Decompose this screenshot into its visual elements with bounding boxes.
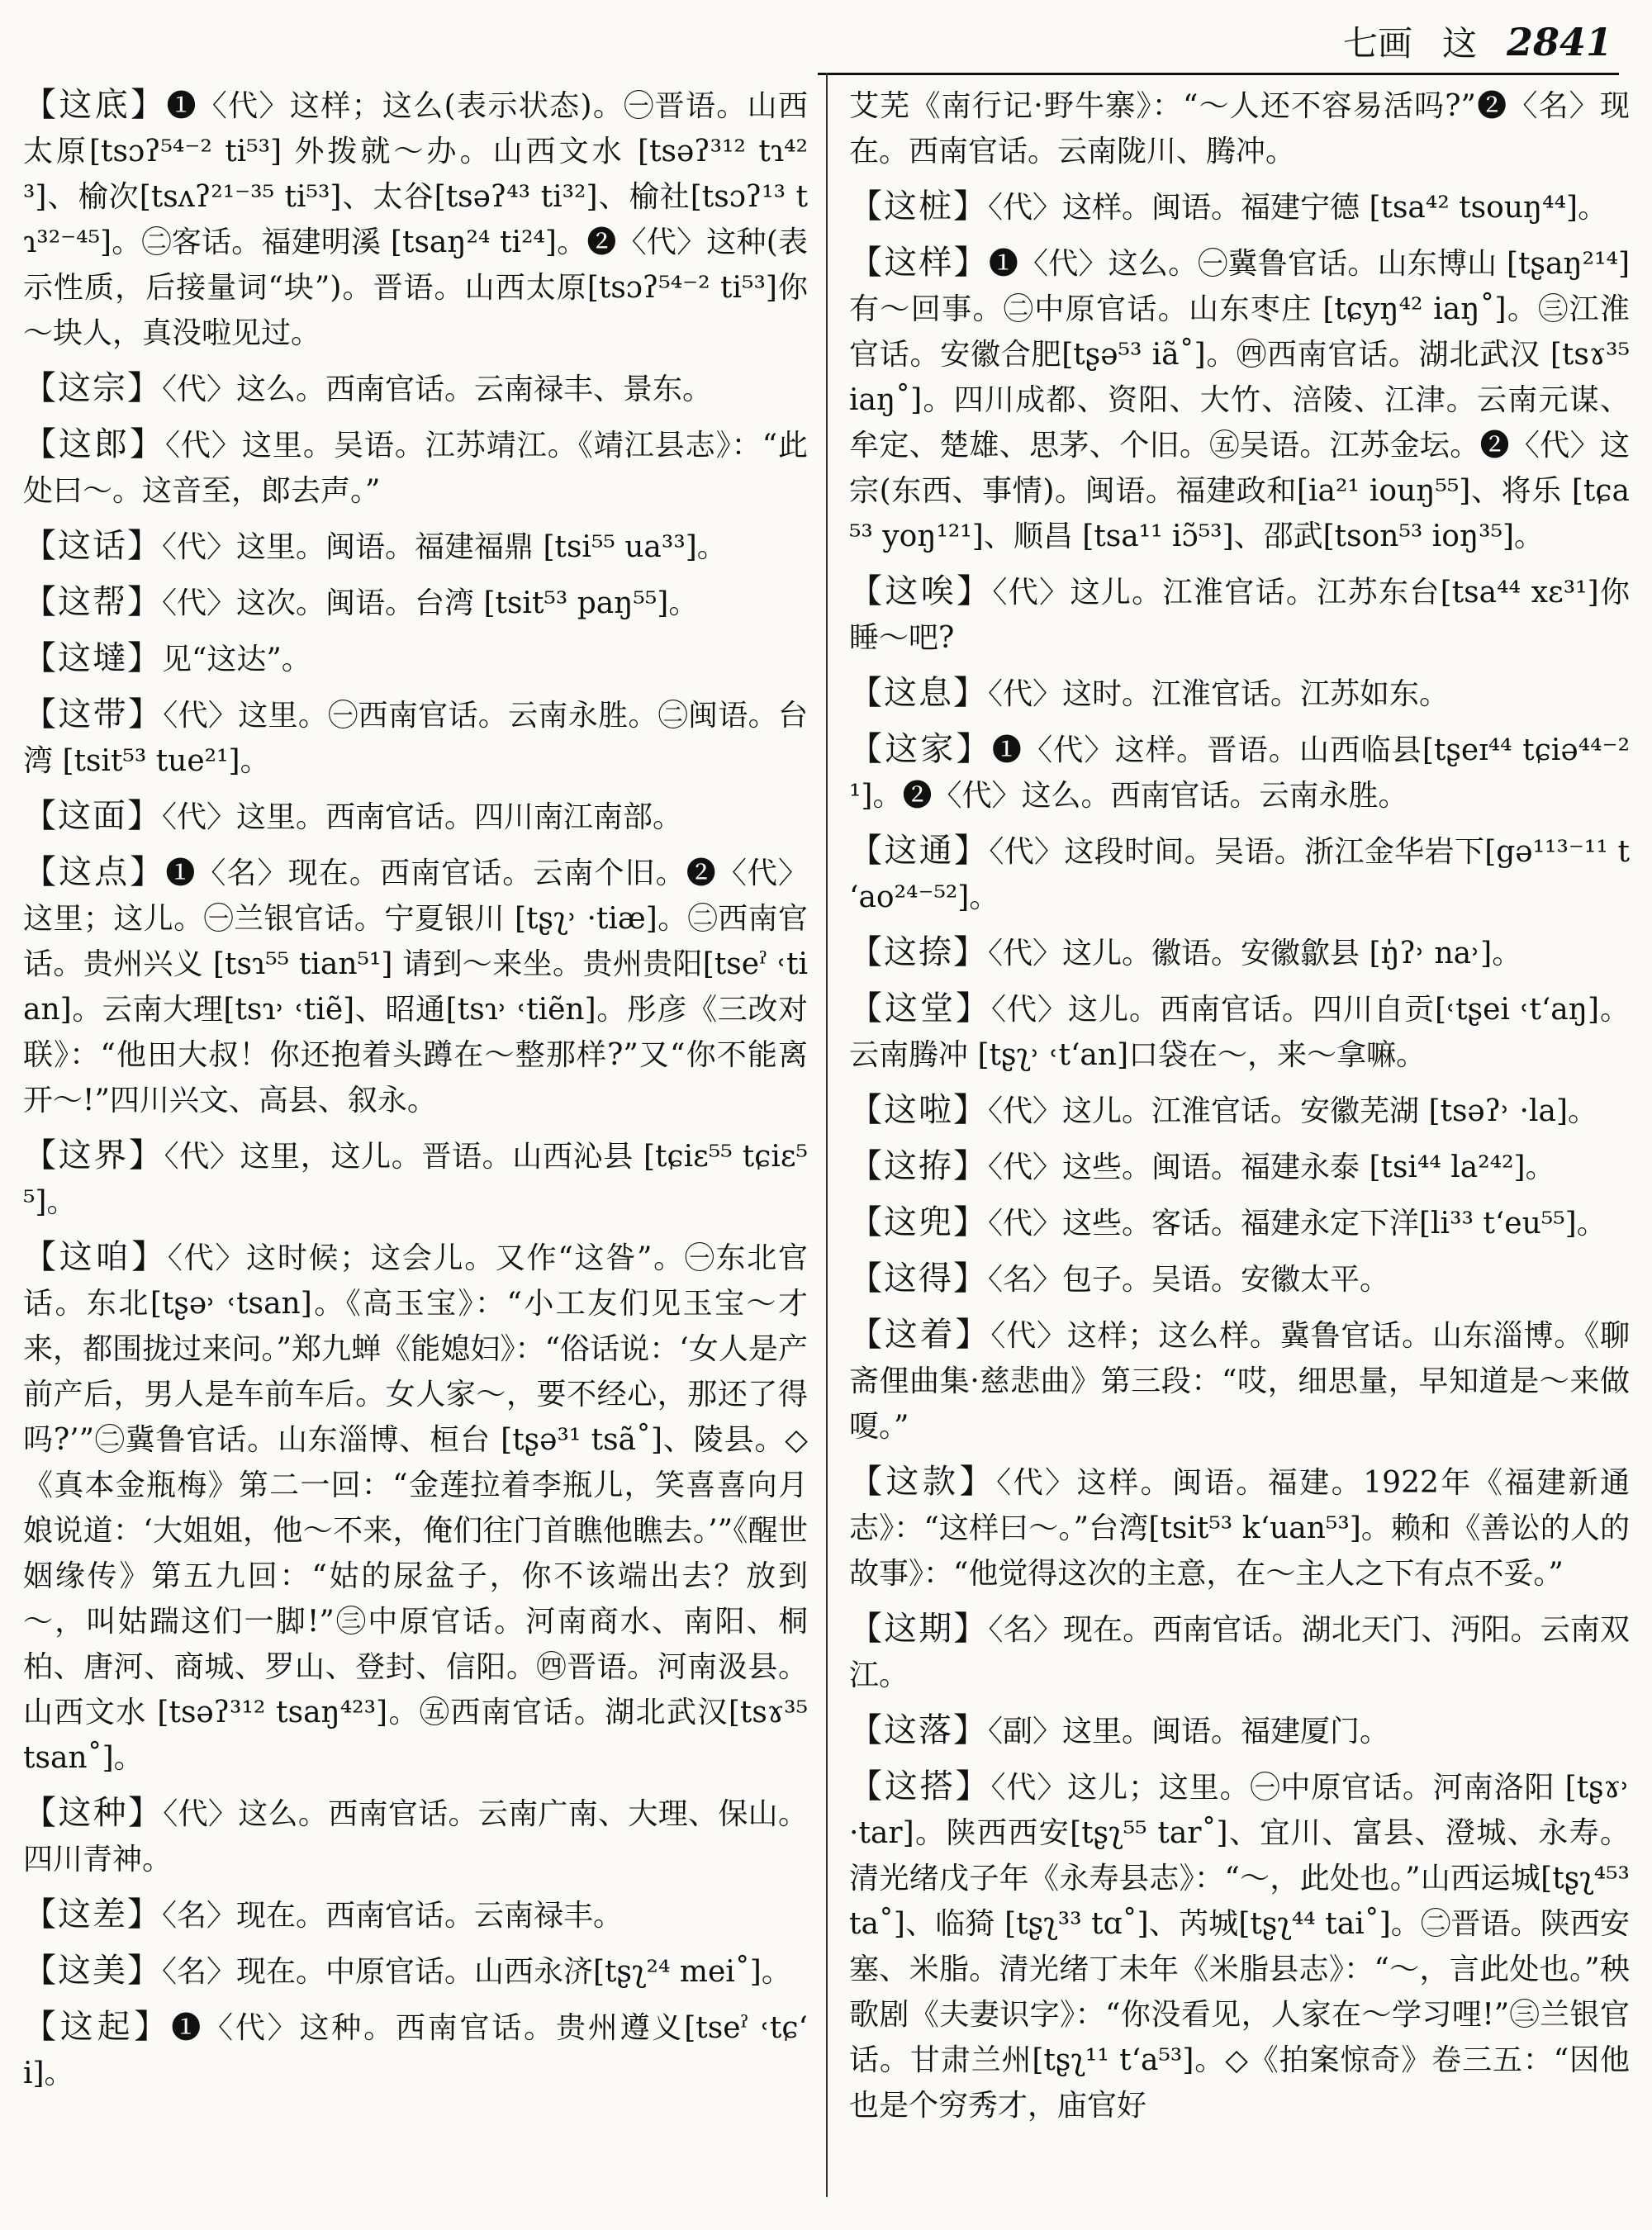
left-column <box>23 83 808 2205</box>
entry-headword: 【这家】 <box>849 730 992 768</box>
dictionary-entry <box>849 1459 1630 1597</box>
entry-headword: 【这郎】 <box>23 425 165 463</box>
entry-definition: 〈代〉这儿。徽语。安徽歙县 [ŋ̍ʔ˒ na˒]。 <box>988 937 1522 970</box>
entry-definition: 〈名〉现在。西南官话。云南禄丰。 <box>162 1899 624 1933</box>
dictionary-entry <box>23 794 808 840</box>
entry-headword: 【这兜】 <box>849 1203 988 1241</box>
entry-headword: 【这话】 <box>23 527 162 565</box>
dictionary-entry <box>23 83 808 356</box>
dictionary-entry <box>849 1144 1630 1190</box>
dictionary-entry <box>23 636 808 682</box>
dictionary-entry <box>23 366 808 412</box>
dictionary-entry <box>849 986 1630 1078</box>
entry-definition: ❶〈名〉现在。西南官话。云南个旧。❷〈代〉这里；这儿。㊀兰银官话。宁夏银川 [tʂʅ˒ ·tiæ]。㊁西南官话。贵州兴义 [tsɿ⁵⁵ tian⁵¹] 请到～来坐。贵州贵阳[tseˀ ˓tian]。云南大理[tsɿ˒ ˓tiẽ]、昭通[tsɿ˒ ˓tiẽn]。彤彦《三改对联》：“他田大叔！你还抱着头蹲在～整那样?”又“你不能离开～!”四川兴文、高县、叙永。 <box>23 856 808 1117</box>
entry-headword: 【这点】 <box>23 853 166 891</box>
entry-definition: 〈代〉这儿。西南官话。四川自贡[˓tʂei ˓tʻaŋ]。云南腾冲 [tʂʅ˒ ˓tʻan]口袋在～，来～拿嘛。 <box>849 993 1630 1072</box>
entry-headword: 【这带】 <box>23 695 164 733</box>
entry-definition: 〈代〉这儿。江淮官话。安徽芜湖 [tsəʔ˒ ·la]。 <box>988 1094 1598 1128</box>
entry-definition: 〈代〉这里。西南官话。四川南江南部。 <box>162 800 683 834</box>
entry-headword: 【这界】 <box>23 1136 164 1174</box>
entry-definition: 〈代〉这里。㊀西南官话。云南永胜。㊁闽语。台湾 [tsit⁵³ tue²¹]。 <box>23 699 808 778</box>
dictionary-entry <box>23 1791 808 1882</box>
entry-definition: ❶〈代〉这样。晋语。山西临县[tʂeɪ⁴⁴ tɕiə⁴⁴⁻²¹]。❷〈代〉这么。西南官话。云南永胜。 <box>849 733 1630 813</box>
dictionary-entry <box>849 1200 1630 1246</box>
dictionary-entry <box>23 692 808 784</box>
entry-definition: 〈代〉这样；这么样。冀鲁官话。山东淄博。《聊斋俚曲集·慈悲曲》第三段：“哎，细思量，早知道是～来做嗄。” <box>849 1319 1630 1444</box>
entry-definition: 〈名〉包子。吴语。安徽太平。 <box>988 1263 1390 1297</box>
entry-headword: 【这唉】 <box>849 572 993 610</box>
entry-definition: 〈代〉这儿。江淮官话。江苏东台[tsa⁴⁴ xɛ³¹]你睡～吧? <box>849 576 1630 655</box>
entry-headword: 【这得】 <box>849 1260 988 1298</box>
dictionary-entry <box>849 184 1630 230</box>
dictionary-entry <box>849 727 1630 818</box>
dictionary-entry <box>23 1948 808 1995</box>
entry-headword: 【这起】 <box>23 2008 172 2046</box>
dictionary-entry <box>23 2005 808 2096</box>
entry-definition: 〈代〉这时。江淮官话。江苏如东。 <box>988 677 1450 711</box>
dictionary-entry <box>23 1235 808 1781</box>
column-divider <box>826 73 828 2197</box>
page-number: 2841 <box>1506 20 1612 64</box>
dictionary-entry <box>849 1606 1630 1698</box>
entry-headword: 【这拵】 <box>849 1147 988 1185</box>
dictionary-entry <box>849 1764 1630 2128</box>
entry-headword: 【这啦】 <box>849 1091 988 1129</box>
entry-headword: 【这搭】 <box>849 1767 991 1805</box>
dictionary-entry <box>849 671 1630 717</box>
entry-definition: 〈代〉这么。西南官话。云南禄丰、景东。 <box>162 372 713 406</box>
dictionary-entry <box>849 1256 1630 1302</box>
entry-headword: 【这堂】 <box>849 989 992 1027</box>
entry-headword: 【这帮】 <box>23 583 162 621</box>
dictionary-entry <box>23 524 808 570</box>
entry-headword: 【这着】 <box>849 1316 991 1354</box>
dictionary-entry <box>849 828 1630 920</box>
entry-headword: 【这面】 <box>23 797 162 835</box>
entry-definition: 〈名〉现在。西南官话。湖北天门、沔阳。云南双江。 <box>849 1613 1630 1692</box>
entry-definition: 〈代〉这次。闽语。台湾 [tsit⁵³ paŋ⁵⁵]。 <box>162 586 699 620</box>
dictionary-entry <box>23 580 808 626</box>
right-column <box>849 83 1630 2205</box>
entry-definition: 〈代〉这儿；这里。㊀中原官话。河南洛阳 [tʂɤ˒ ·tar]。陕西西安[tʂʅ⁵⁵ tar˚]、宜川、富县、澄城、永寿。清光绪戊子年《永寿县志》：“～，此处也。”山西运城[tʂʅ⁴⁵³ ta˚]、临猗 [tʂʅ³³ tɑ˚]、芮城[tʂʅ⁴⁴ tai˚]。㊁晋语。陕西安塞、米脂。清光绪丁未年《米脂县志》：“～，言此处也。”秧歌剧《夫妻识字》：“你没看见，人家在～学习哩!”㊂兰银官话。甘肃兰州[tʂʅ¹¹ tʻa⁵³]。◇《拍案惊奇》卷三五：“因他也是个穷秀才，庙官好 <box>849 1771 1630 2123</box>
entry-headword: 【这宗】 <box>23 369 162 407</box>
entry-headword: 【这样】 <box>849 244 989 282</box>
entry-definition: 〈代〉这样。闽语。福建。1922年《福建新通志》：“这样曰～。”台湾[tsit⁵³ kʻuan⁵³]。赖和《善讼的人的故事》：“他觉得这次的主意，在～主人之下有点不妥。” <box>849 1466 1630 1591</box>
section-label: 七画 <box>1342 23 1412 64</box>
entry-definition: 艾芜《南行记·野牛寨》：“～人还不容易活吗?”❷〈名〉现在。西南官话。云南陇川、腾冲。 <box>849 89 1630 168</box>
dictionary-entry <box>23 1892 808 1938</box>
entry-definition: 〈代〉这些。闽语。福建永泰 [tsi⁴⁴ la²⁴²]。 <box>988 1151 1555 1184</box>
entry-headword: 【这咱】 <box>23 1238 168 1276</box>
entry-definition: ❶〈代〉这么。㊀冀鲁官话。山东博山 [tʂaŋ²¹⁴] 有～回事。㊁中原官话。山东枣庄 [tɕyŋ⁴² iaŋ˚]。㊂江淮官话。安徽合肥[tʂə⁵³ iã˚]。㊃西南官话。湖北武汉 [tsɤ³⁵ iaŋ˚]。四川成都、资阳、大竹、涪陵、江津。云南元谋、牟定、楚雄、思茅、个旧。㊄吴语。江苏金坛。❷〈代〉这宗(东西、事情)。闽语。福建政和[ia²¹ iouŋ⁵⁵]、将乐 [tɕa⁵³ yoŋ¹²¹]、顺昌 [tsa¹¹ iɔ̃⁵³]、邵武[tson⁵³ ioŋ³⁵]。 <box>849 247 1630 553</box>
entry-headword: 【这差】 <box>23 1896 162 1933</box>
dictionary-entry <box>849 569 1630 661</box>
entry-definition: 〈代〉这里。吴语。江苏靖江。《靖江县志》：“此处曰～。这音至，郎去声。” <box>23 429 808 508</box>
entry-headword: 【这通】 <box>849 832 990 870</box>
dictionary-entry <box>23 422 808 514</box>
entry-headword: 【这墶】 <box>23 639 162 677</box>
entry-headword: 【这种】 <box>23 1794 164 1832</box>
entry-headword: 【这期】 <box>849 1610 989 1648</box>
dictionary-entry <box>849 1312 1630 1450</box>
entry-headword: 【这息】 <box>849 674 988 712</box>
entry-headword: 【这美】 <box>23 1952 162 1990</box>
entry-definition: 〈代〉这里。闽语。福建福鼎 [tsi⁵⁵ ua³³]。 <box>162 530 727 564</box>
entry-definition: 〈代〉这里，这儿。晋语。山西沁县 [tɕiɛ⁵⁵ tɕiɛ⁵⁵]。 <box>23 1140 808 1219</box>
dictionary-entry <box>849 1088 1630 1134</box>
entry-definition: 〈代〉这样。闽语。福建宁德 [tsa⁴² tsouŋ⁴⁴]。 <box>988 191 1608 225</box>
entry-definition: 〈名〉现在。中原官话。山西永济[tʂʅ²⁴ mei˚]。 <box>162 1955 791 1989</box>
entry-definition: 见“这达”。 <box>162 643 311 676</box>
entry-headword: 【这底】 <box>23 86 167 124</box>
entry-headword: 【这桩】 <box>849 187 988 225</box>
dictionary-entry <box>849 930 1630 976</box>
entry-headword: 【这款】 <box>849 1463 997 1501</box>
dictionary-entry-continued <box>849 83 1630 174</box>
entry-definition: ❶〈代〉这种。西南官话。贵州遵义[tseˀ ˓tɕʻi]。 <box>23 2011 808 2090</box>
entry-headword: 【这落】 <box>849 1711 988 1749</box>
entry-definition: ❶〈代〉这样；这么(表示状态)。㊀晋语。山西太原[tsɔʔ⁵⁴⁻² ti⁵³] 外拨就～办。山西文水 [tsəʔ³¹² tɿ⁴²³]、榆次[tsʌʔ²¹⁻³⁵ ti⁵³]、太谷[tsəʔ⁴³ ti³²]、榆社[tsɔʔ¹³ tɿ³²⁻⁴⁵]。㊁客话。福建明溪 [tsaŋ²⁴ ti²⁴]。❷〈代〉这种(表示性质，后接量词“块”)。晋语。山西太原[tsɔʔ⁵⁴⁻² ti⁵³]你～块人，真没啦见过。 <box>23 89 808 350</box>
entry-definition: 〈代〉这些。客话。福建永定下洋[li³³ tʻeu⁵⁵]。 <box>988 1207 1607 1241</box>
page-header <box>1342 20 1612 64</box>
dictionary-entry <box>849 240 1630 559</box>
entry-definition: 〈副〉这里。闽语。福建厦门。 <box>988 1715 1390 1748</box>
entry-headword: 【这捺】 <box>849 933 988 971</box>
entry-definition: 〈代〉这么。西南官话。云南广南、大理、保山。四川青神。 <box>23 1797 808 1877</box>
dictionary-entry <box>849 1708 1630 1754</box>
header-character: 这 <box>1441 23 1477 64</box>
entry-definition: 〈代〉这时候；这会儿。又作“这昝”。㊀东北官话。东北[tʂə˒ ˓tsan]。《高玉宝》：“小工友们见玉宝～才来，都围拢过来问。”郑九蝉《能媳妇》：“俗话说：‘女人是产前产后，男人是车前车后。女人家～，要不经心，那还了得吗?’”㊁冀鲁官话。山东淄博、桓台 [tʂə³¹ tsã˚]、陵县。◇《真本金瓶梅》第二一回：“金莲拉着李瓶儿，笑喜喜向月娘说道：‘大姐姐，他～不来，俺们往门首瞧他瞧去。’”《醒世姻缘传》第五九回：“姑的尿盆子，你不该端出去？放到～，叫姑踹这们一脚!”㊂中原官话。河南商水、南阳、桐柏、唐河、商城、罗山、登封、信阳。㊃晋语。河南汲县。山西文水 [tsəʔ³¹² tsaŋ⁴²³]。㊄西南官话。湖北武汉[tsɤ³⁵ tsan˚]。 <box>23 1241 808 1775</box>
header-rule <box>818 73 1619 75</box>
dictionary-entry <box>23 1133 808 1225</box>
entry-definition: 〈代〉这段时间。吴语。浙江金华岩下[gə¹¹³⁻¹¹ tʻao²⁴⁻⁵²]。 <box>849 835 1630 914</box>
dictionary-entry <box>23 850 808 1123</box>
